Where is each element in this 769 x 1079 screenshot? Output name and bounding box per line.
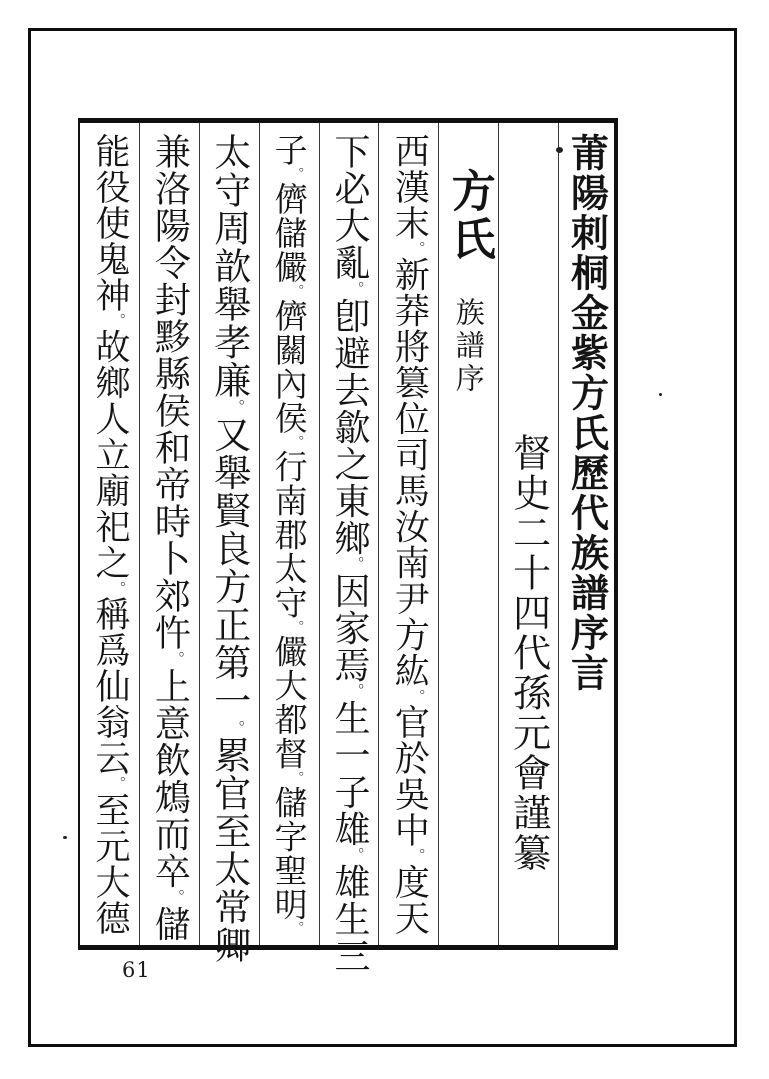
section-heading-sub: 族譜序 — [451, 297, 486, 396]
compiler-attribution-text: 督史二十四代孫元會謹纂 — [506, 433, 551, 873]
body-column-text: 西漢末。新莽將篡位司馬汝南尹方紘。官於吳中。度天 — [389, 133, 430, 937]
body-column-text: 子。儕儲儼。儕關內侯。行南郡太守。儼大都督。儲字聖明。 — [269, 133, 309, 937]
body-column-2 — [319, 123, 379, 975]
page-number: 61 — [122, 958, 151, 982]
book-title-text: 莆陽刺桐金紫方氏歷代族譜序言 — [564, 133, 610, 693]
body-column-text: 能役使鬼神。故鄉人立廟祀之。稱爲仙翁云。至元大德 — [89, 133, 130, 937]
scan-speck — [63, 836, 67, 839]
body-column-5 — [139, 123, 199, 945]
column-compiler-attribution — [498, 123, 558, 945]
body-column-text: 下必大亂。卽避去歙之東鄉。因家焉。生一子雄。雄生三 — [328, 133, 370, 975]
body-column-text: 太守周歆舉孝廉。又舉賢良方正第一。累官至太常卿 — [207, 133, 251, 965]
column-book-title — [558, 123, 614, 945]
section-heading-main: 方氏 — [443, 168, 495, 264]
body-column-4 — [199, 123, 259, 965]
scan-speck — [556, 147, 563, 153]
body-column-6 — [80, 123, 139, 945]
column-section-heading — [438, 123, 498, 945]
body-column-1 — [378, 123, 438, 945]
scan-speck — [659, 393, 662, 396]
body-column-3 — [259, 123, 319, 945]
body-column-text: 兼洛陽令封黟縣侯和帝時卜郊忤。上意飲鴆而卒。儲 — [149, 133, 191, 943]
